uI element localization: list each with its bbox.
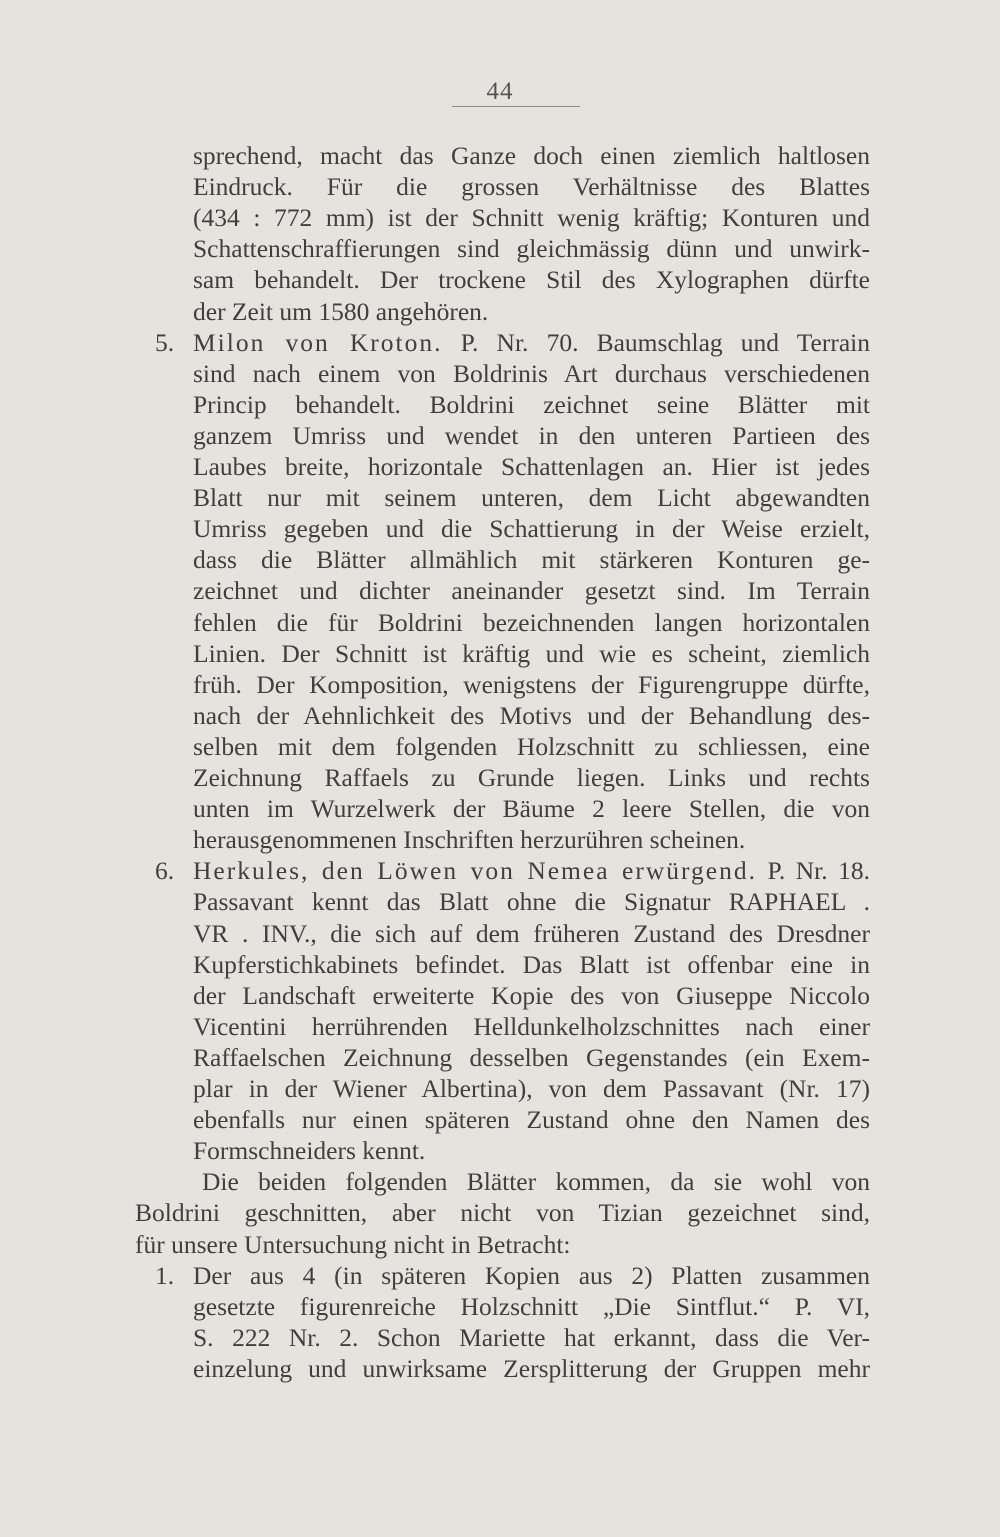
list-number: 5.	[155, 327, 175, 357]
text-line	[193, 513, 870, 544]
line-text: früh. Der Komposition, wenigstens der Figurengruppe dürfte,	[193, 669, 870, 699]
text-line	[193, 264, 870, 295]
line-text: nach der Aehnlichkeit des Motivs und der Behandlung des-	[193, 700, 870, 730]
line-text: P. Nr. 18.	[767, 856, 871, 886]
line-text: sprechend, macht das Ganze doch einen ziemlich haltlosen	[193, 141, 870, 170]
header-rule	[452, 106, 580, 107]
list-number: 6.	[155, 856, 175, 886]
text-line	[193, 202, 870, 233]
line-text: Blatt nur mit seinem unteren, dem Licht abgewandten	[193, 483, 870, 513]
text-line	[193, 1260, 870, 1291]
line-text: Vicentini herrührenden Helldunkelholzschnittes nach einer	[193, 1011, 870, 1041]
line-text: unten im Wurzelwerk der Bäume 2 leere Stellen, die von	[193, 794, 870, 824]
line-text: Princip behandelt. Boldrini zeichnet seine Blätter mit	[193, 389, 870, 419]
line-text: Raffaelschen Zeichnung desselben Gegenstandes (ein Exem-	[193, 1042, 870, 1072]
line-text: Passavant kennt das Blatt ohne die Signatur RAPHAEL .	[193, 887, 870, 917]
line-text: Linien. Der Schnitt ist kräftig und wie es scheint, ziemlich	[193, 638, 870, 668]
line-text: dass die Blätter allmählich mit stärkeren Konturen ge-	[193, 545, 870, 575]
line-text: Der aus 4 (in späteren Kopien aus 2) Platten zusammen	[193, 1260, 870, 1290]
line-text: VR . INV., die sich auf dem früheren Zustand des Dresdner	[193, 918, 870, 948]
line-text: zeichnet und dichter aneinander gesetzt sind. Im Terrain	[193, 576, 870, 606]
text-line	[193, 296, 870, 327]
page-number: 44	[486, 78, 514, 105]
text-line	[193, 793, 870, 824]
text-line	[193, 918, 870, 949]
text-line	[193, 1104, 870, 1135]
line-text: für unsere Untersuchung nicht in Betracht:	[135, 1229, 571, 1259]
text-line	[193, 980, 870, 1011]
line-text: P. Nr. 70. Baumschlag und Terrain	[460, 327, 870, 357]
line-text: ebenfalls nur einen späteren Zustand ohne den Namen des	[193, 1105, 870, 1135]
text-line	[193, 451, 870, 482]
list-number: 1.	[155, 1260, 175, 1290]
text-line	[193, 1073, 870, 1104]
text-line	[193, 669, 870, 700]
text-line	[135, 1197, 870, 1228]
line-text: Kupferstichkabinets befindet. Das Blatt ist offenbar eine in	[193, 949, 870, 979]
line-text: Zeichnung Raffaels zu Grunde liegen. Links und rechts	[193, 763, 870, 792]
line-text: herausgenommenen Inschriften herzurühren scheinen.	[193, 825, 746, 855]
line-text: der Zeit um 1580 angehören.	[193, 296, 489, 326]
text-line	[193, 638, 870, 669]
text-line	[135, 1229, 870, 1260]
line-text: fehlen die für Boldrini bezeichnenden langen horizontalen	[193, 607, 870, 637]
line-text: Formschneiders kennt.	[193, 1136, 426, 1166]
line-text: sam behandelt. Der trockene Stil des Xylographen dürfte	[193, 265, 870, 295]
text-line	[193, 420, 870, 451]
line-text: einzelung und unwirksame Zersplitterung der Gruppen mehr	[193, 1353, 870, 1383]
text-line	[193, 700, 870, 731]
line-text: sind nach einem von Boldrinis Art durchaus verschiedenen	[193, 358, 870, 388]
line-text: selben mit dem folgenden Holzschnitt zu schliessen, eine	[193, 731, 870, 761]
text-line	[193, 544, 870, 575]
text-line	[193, 1322, 870, 1353]
text-line	[193, 855, 870, 886]
text-line	[193, 327, 870, 358]
line-text: Eindruck. Für die grossen Verhältnisse des Blattes	[193, 172, 870, 202]
text-line	[193, 949, 870, 980]
line-text: gesetzte figurenreiche Holzschnitt „Die Sintflut.“ P. VI,	[193, 1291, 870, 1321]
text-line	[193, 607, 870, 638]
line-text: der Landschaft erweiterte Kopie des von Giuseppe Niccolo	[193, 980, 870, 1010]
text-line	[193, 1291, 870, 1322]
line-text: Laubes breite, horizontale Schattenlagen an. Hier ist jedes	[193, 452, 870, 481]
text-line	[193, 886, 870, 917]
line-text: Umriss gegeben und die Schattierung in der Weise erzielt,	[193, 514, 870, 544]
text-line	[193, 824, 870, 855]
text-line	[193, 389, 870, 420]
spaced-title: Milon von Kroton.	[193, 327, 443, 357]
line-text: plar in der Wiener Albertina), von dem Passavant (Nr. 17)	[193, 1074, 870, 1103]
line-text: ganzem Umriss und wendet in den unteren Partieen des	[193, 420, 870, 450]
text-line	[193, 482, 870, 513]
text-line	[193, 762, 870, 793]
spaced-title: Herkules, den Löwen von Nemea erwürgend.	[193, 856, 757, 886]
text-line	[193, 140, 870, 171]
text-line	[193, 171, 870, 202]
line-text: S. 222 Nr. 2. Schon Mariette hat erkannt, dass die Ver-	[193, 1322, 870, 1352]
line-text: (434 : 772 mm) ist der Schnitt wenig kräftig; Konturen und	[193, 203, 870, 233]
text-line	[193, 1042, 870, 1073]
line-text: Schattenschraffierungen sind gleichmässig dünn und unwirk-	[193, 234, 870, 264]
text-line	[193, 1353, 870, 1384]
text-line	[193, 575, 870, 606]
line-text: Boldrini geschnitten, aber nicht von Tizian gezeichnet sind,	[135, 1198, 870, 1228]
text-line	[202, 1166, 870, 1197]
text-line	[193, 731, 870, 762]
line-text: Die beiden folgenden Blätter kommen, da sie wohl von	[202, 1167, 870, 1197]
text-line	[193, 1135, 870, 1166]
text-line	[193, 358, 870, 389]
text-line	[193, 1011, 870, 1042]
text-line	[193, 233, 870, 264]
